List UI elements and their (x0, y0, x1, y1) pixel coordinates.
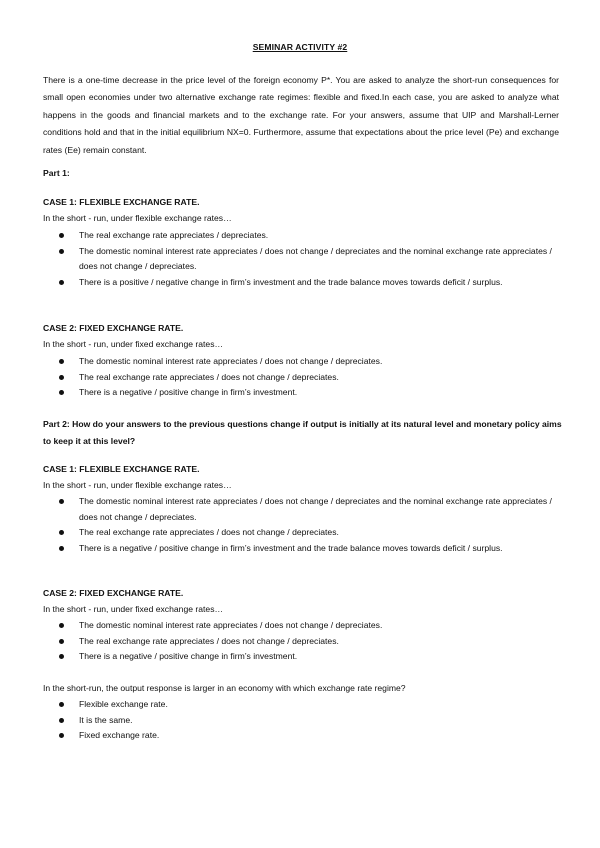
list-item: The domestic nominal interest rate appreciates / does not change / depreciates. (0, 354, 564, 370)
part1-label: Part 1: (43, 168, 70, 178)
list-item: There is a negative / positive change in firm’s investment. (0, 649, 564, 665)
list-item: The real exchange rate appreciates / does not change / depreciates. (0, 634, 564, 650)
list-item: There is a negative / positive change in firm’s investment and the trade balance moves towards deficit / surplus. (0, 541, 564, 557)
part2-question: Part 2: How do your answers to the previous questions change if output is initially at its natural level and monetary policy aims to keep it at this level? (43, 419, 562, 446)
part1-case1-lead: In the short - run, under flexible exchange rates… (43, 213, 232, 223)
part2-case2-lead: In the short - run, under fixed exchange rates… (43, 604, 224, 614)
list-item: It is the same. (0, 713, 564, 729)
part1-case2-list (0, 354, 600, 401)
list-item: The domestic nominal interest rate appreciates / does not change / depreciates. (0, 618, 564, 634)
part1-case1-heading: CASE 1: FLEXIBLE EXCHANGE RATE. (43, 197, 200, 207)
part2-case1-lead: In the short - run, under flexible exchange rates… (43, 480, 232, 490)
part1-case2-lead: In the short - run, under fixed exchange rates… (43, 339, 224, 349)
part2-case2-heading: CASE 2: FIXED EXCHANGE RATE. (43, 588, 184, 598)
list-item: The real exchange rate appreciates / depreciates. (0, 228, 564, 244)
part1-case1-list (0, 228, 600, 290)
part2-case2-list (0, 618, 600, 665)
list-item: The domestic nominal interest rate appreciates / does not change / depreciates and the nominal exchange rate appreciates / does not change / depreciates. (0, 494, 564, 525)
list-item: The domestic nominal interest rate appreciates / does not change / depreciates and the nominal exchange rate appreciates / does not change / depreciates. (0, 244, 564, 275)
list-item: There is a positive / negative change in firm’s investment and the trade balance moves towards deficit / surplus. (0, 275, 564, 291)
final-options-list (0, 697, 600, 744)
list-item: There is a negative / positive change in firm’s investment. (0, 385, 564, 401)
intro-paragraph: There is a one-time decrease in the price level of the foreign economy P*. You are asked to analyze the short-run consequences for small open economies under two alternative exchange rate regimes: flexible and fixed.In each case, you are asked to analyze what happens in the goods and financial markets and to the exchange rate. For your answers, assume that UIP and Marshall-Lerner conditions hold and that in the initial equilibrium NX=0. Furthermore, assume that expectations about the price level (Pe) and exchange rates (Ee) remain constant. (43, 75, 559, 155)
list-item: Flexible exchange rate. (0, 697, 564, 713)
document-title: SEMINAR ACTIVITY #2 (252, 42, 348, 52)
final-question: In the short-run, the output response is larger in an economy with which exchange rate regime? (43, 683, 406, 693)
part2-case1-list (0, 494, 600, 556)
list-item: The real exchange rate appreciates / does not change / depreciates. (0, 370, 564, 386)
list-item: Fixed exchange rate. (0, 728, 564, 744)
part1-case2-heading: CASE 2: FIXED EXCHANGE RATE. (43, 323, 184, 333)
list-item: The real exchange rate appreciates / does not change / depreciates. (0, 525, 564, 541)
part2-case1-heading: CASE 1: FLEXIBLE EXCHANGE RATE. (43, 464, 200, 474)
